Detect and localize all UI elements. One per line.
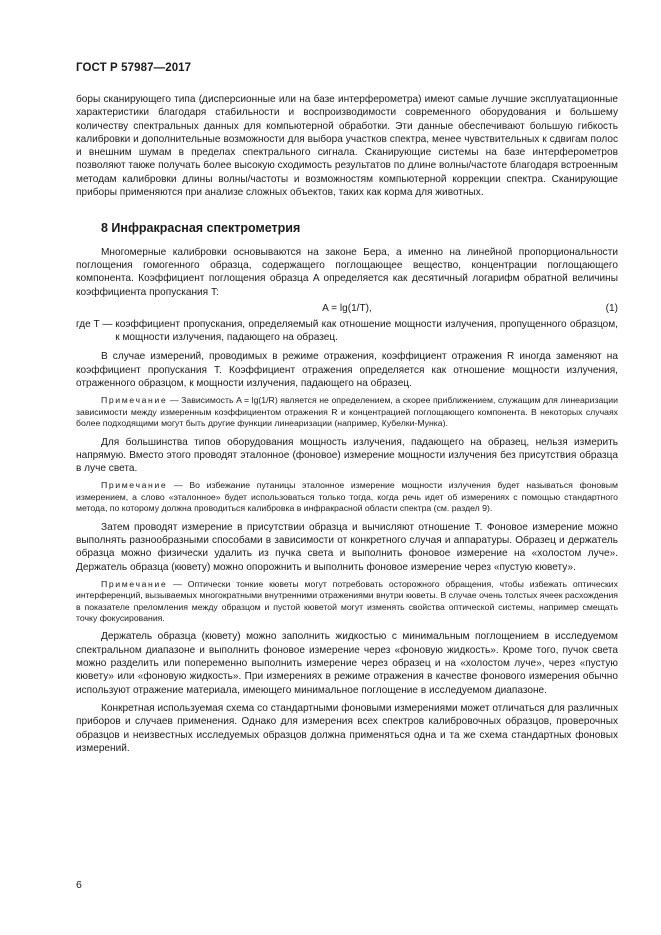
note-1-text: — Зависимость A = lg(1/R) является не определением, а скорее приближением, служащим для линеаризации зависимости между измеренным коэффициентом отражения R и концентрацией поглощающего компонента. В некоторых случаях более подходящими могут быть другие функции линеаризации (например, Кубелки-Мунка). (76, 395, 618, 429)
paragraph-scheme: Конкретная используемая схема со стандартными фоновыми измерениями может отличаться для различных приборов и случаев применения. Однако для измерения всех спектров калибровочных образцов, проверочных образцов и неизвестных исследуемых образцов должна применяться одна и та же схема стандартных фоновых измерений. (76, 702, 618, 754)
formula-text: A = lg(1/T), (322, 302, 372, 314)
where-definition: коэффициент пропускания, определяемый как отношение мощности излучения, пропущенного образцом, к мощности излучения, падающего на образец. (115, 318, 618, 344)
formula-1 (76, 302, 618, 316)
paragraph-measurement: Затем проводят измерение в присутствии образца и вычисляют отношение T. Фоновое измерение можно выполнять разнообразными способами в зависимости от конкретного случая и аппаратуры. Образец и держатель образца можно физически удалить из пучка света и выполнить фоновое измерение на «холостом луче». Держатель образца (кювету) можно опорожнить и выполнить фоновое измерение через «пустую кювету». (76, 521, 618, 573)
paragraph-background: Для большинства типов оборудования мощность излучения, падающего на образец, нельзя измерить напрямую. Вместо этого проводят эталонное (фоновое) измерение мощности излучения без присутствия образца в луче света. (76, 436, 618, 475)
paragraph-cuvette: Держатель образца (кювету) можно заполнить жидкостью с минимальным поглощением в исследуемом спектральном диапазоне и выполнить фоновое измерение через «фоновую жидкость». Кроме того, пучок света можно разделить или попеременно выполнить измерение через образец и на «холостом луче», через «пустую кювету» или «фоновую жидкость». При измерениях в режиме отражения в качестве фонового измерения обычно используют отражение материала, имеющего минимальное поглощение в исследуемом диапазоне. (76, 631, 618, 696)
formula-number: (1) (605, 302, 618, 314)
standard-header: ГОСТ Р 57987—2017 (76, 62, 192, 74)
note-1 (76, 395, 618, 429)
where-label: где T — (76, 318, 116, 330)
intro-paragraph: боры сканирующего типа (дисперсионные или на базе интерферометра) имеют самые лучшие эксплуатационные характеристики благодаря стабильности и воспроизводимости современного оборудования и большему количеству спектральных данных для компьютерной обработки. Эти данные обеспечивают большую гибкость калибровки и дополнительные возможности для выбора участков спектра, менее чувствительных к сдвигам полос и внешним шумам в пределах спектрального сигнала. Сканирующие системы на базе интерферометров позволяют также получать более высокую сходимость результатов по длине волны/частоте благодаря встроенным методам калибровки длины волны/частоты и возможностям компьютерной коррекции спектра. Сканирующие приборы применяются при анализе сложных объектов, таких как корма для животных. (76, 94, 618, 199)
note-3 (76, 579, 618, 625)
note-label: Примечание (101, 395, 168, 406)
note-2 (76, 480, 618, 514)
paragraph-beer-law: Многомерные калибровки основываются на законе Бера, а именно на линейной пропорциональности поглощения гомогенного образца, содержащего поглощающее вещество, концентрации поглощающего компонента. Коэффициент поглощения образца A определяется как десятичный логарифм обратной величины коэффициента пропускания T: (76, 246, 618, 298)
paragraph-reflection: В случае измерений, проводимых в режиме отражения, коэффициент отражения R иногда заменяют на коэффициент пропускания T. Коэффициент отражения определяется как отношение мощности излучения, отраженного образцом, к мощности излучения, падающего на образец. (76, 351, 618, 390)
section-title: 8 Инфракрасная спектрометрия (101, 221, 301, 236)
page-number: 6 (76, 879, 82, 891)
note-label: Примечание (101, 578, 168, 589)
page-content (76, 93, 618, 755)
note-3-text: — Оптически тонкие кюветы могут потребовать осторожного обращения, чтобы избежать оптических интерференций, вызываемых многократными внутренними отражениями внутри кюветы. В случае очень толстых ячеек расхождения в показателе преломления между образцом и пустой кюветой могут изменять свойства оптической системы, например смещать точку фокусирования. (76, 578, 618, 624)
note-2-text: — Во избежание путаницы эталонное измерение мощности излучения будет называться фоновым измерением, а слово «эталонное» будет использоваться только тогда, когда речь идет об измерениях с помощью стандартного метода, по которому должна проводиться калибровка в инфракрасной области спектра (см. раздел 9). (76, 480, 618, 514)
note-label: Примечание (101, 480, 168, 491)
where-clause (76, 318, 618, 345)
